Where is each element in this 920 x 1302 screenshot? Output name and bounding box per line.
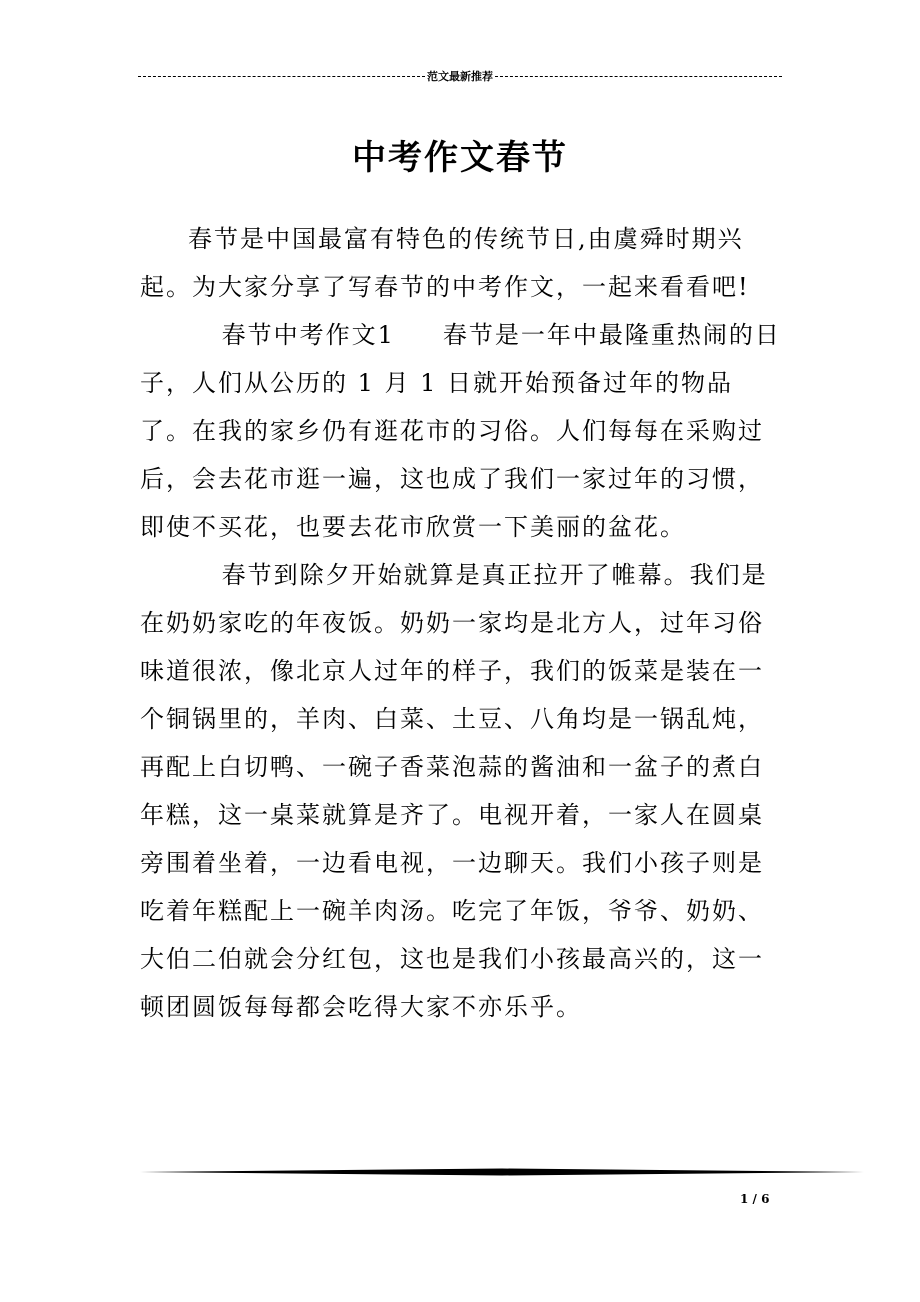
essay-1-heading: 春节中考作文1	[221, 321, 395, 349]
essay-1-paragraph	[140, 311, 782, 551]
page-header	[138, 66, 782, 86]
header-dash-right	[495, 76, 782, 77]
footer-rule	[140, 1166, 864, 1178]
header-label: 范文最新推荐	[427, 70, 493, 83]
page-indicator: 1 / 6	[740, 1192, 770, 1206]
intro-paragraph: 春节是中国最富有特色的传统节日,由虞舜时期兴起。为大家分享了写春节的中考作文，一起来看看吧!	[140, 225, 750, 301]
essay-1-text: 春节是一年中最隆重热闹的日子，人们从公历的 1 月 1 日就开始预备过年的物品了。在我的家乡仍有逛花市的习俗。人们每每在采购过后，会去花市逛一遍，这也成了我们一家过年的习惯，即使不买花，也要去花市欣赏一下美丽的盆花。	[140, 321, 781, 541]
document-body	[140, 215, 782, 1031]
header-dash-left	[138, 76, 425, 77]
body-paragraph: 春节到除夕开始就算是真正拉开了帷幕。我们是在奶奶家吃的年夜饭。奶奶一家均是北方人，过年习俗味道很浓，像北京人过年的样子，我们的饭菜是装在一个铜锅里的，羊肉、白菜、土豆、八角均是一锅乱炖，再配上白切鸭、一碗子香菜泡蒜的酱油和一盆子的煮白年糕，这一桌菜就算是齐了。电视开着，一家人在圆桌旁围着坐着，一边看电视，一边聊天。我们小孩子则是吃着年糕配上一碗羊肉汤。吃完了年饭，爷爷、奶奶、大伯二伯就会分红包，这也是我们小孩最高兴的，这一顿团圆饭每每都会吃得大家不亦乐乎。	[140, 561, 768, 1021]
document-title: 中考作文春节	[352, 138, 568, 178]
